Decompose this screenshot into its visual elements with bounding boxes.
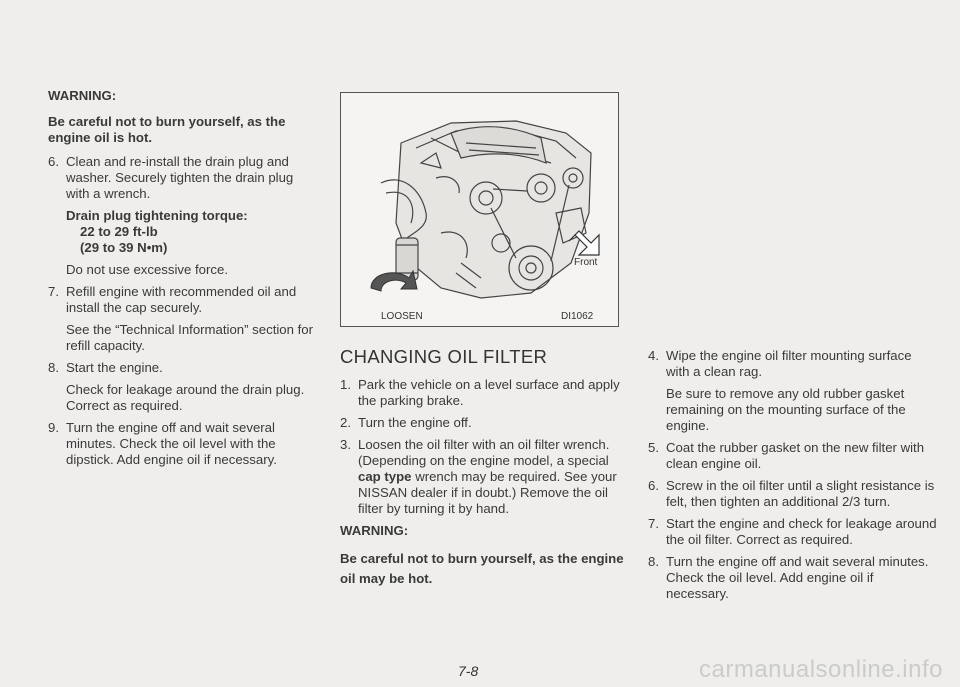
engine-drawing [341,93,618,326]
list-item [48,360,320,376]
step-text-part: Loosen the oil filter with an oil filter wrench. (Depending on the engine model, a special [358,437,610,468]
figure-id: DI1062 [561,311,594,322]
step-number: 7. [48,284,59,299]
step-text: Screw in the oil filter until a slight resistance is felt, then tighten an additional 2/3 turn. [666,478,935,509]
step-number: 8. [648,554,659,569]
step-text-part: wrench may be required. See your NISSAN dealer if in doubt.) Remove the oil filter by turning it by hand. [358,469,617,516]
step-note: See the “Technical Information” section for refill capacity. [66,322,314,353]
force-note: Do not use excessive force. [66,262,228,277]
list-item [648,440,938,472]
step-note: Be sure to remove any old rubber gasket remaining on the mounting surface of the engine. [666,386,906,433]
torque-value-nm: (29 to 39 N•m) [80,240,168,255]
list-item [648,516,938,548]
list-item [48,420,320,468]
list-item [648,478,938,510]
list-item [648,554,938,602]
warning-text: Be careful not to burn yourself, as the engine oil may be hot. [340,551,624,586]
torque-spec [66,208,320,256]
step-number: 3. [340,437,351,452]
step-number: 8. [48,360,59,375]
torque-title: Drain plug tightening torque: [66,208,248,223]
right-column [648,348,938,608]
step-text: Start the engine. [66,360,163,375]
step-text: Coat the rubber gasket on the new filter with clean engine oil. [666,440,925,471]
left-column [48,88,320,474]
step-text: Turn the engine off. [358,415,472,430]
step-text [358,437,630,517]
page-number: 7-8 [458,663,479,679]
step-number: 5. [648,440,659,455]
section-title: CHANGING OIL FILTER [340,346,548,367]
front-label: Front [574,257,598,268]
step-number: 6. [648,478,659,493]
cap-type-emphasis: cap type [358,469,412,484]
loosen-label: LOOSEN [381,311,423,322]
list-item [340,377,630,409]
list-item [340,437,630,517]
warning-text: Be careful not to burn yourself, as the engine oil is hot. [48,114,286,145]
step-number: 6. [48,154,59,169]
list-item [340,415,630,431]
step-text: Park the vehicle on a level surface and apply the parking brake. [358,377,620,408]
step-number: 1. [340,377,351,392]
step-number: 4. [648,348,659,363]
torque-value-ftlb: 22 to 29 ft-lb [80,224,158,239]
step-text: Start the engine and check for leakage around the oil filter. Correct as required. [666,516,937,547]
step-text: Refill engine with recommended oil and install the cap securely. [66,284,297,315]
step-text: Wipe the engine oil filter mounting surface with a clean rag. [666,348,912,379]
step-text: Turn the engine off and wait several minutes. Check the oil level with the dipstick. Add engine oil if necessary. [66,420,277,467]
step-text: Clean and re-install the drain plug and washer. Securely tighten the drain plug with a wrench. [66,154,294,201]
step-number: 7. [648,516,659,531]
watermark: carmanualsonline.info [699,656,943,683]
list-item [48,154,320,202]
step-number: 2. [340,415,351,430]
step-note: Check for leakage around the drain plug. Correct as required. [66,382,305,413]
middle-column [340,346,630,597]
list-item [648,348,938,380]
step-number: 9. [48,420,59,435]
list-item [48,284,320,316]
warning-heading: WARNING: [48,88,117,103]
engine-illustration [340,92,619,327]
step-text: Turn the engine off and wait several minutes. Check the oil level. Add engine oil if necessary. [666,554,929,601]
warning-heading: WARNING: [340,523,409,538]
